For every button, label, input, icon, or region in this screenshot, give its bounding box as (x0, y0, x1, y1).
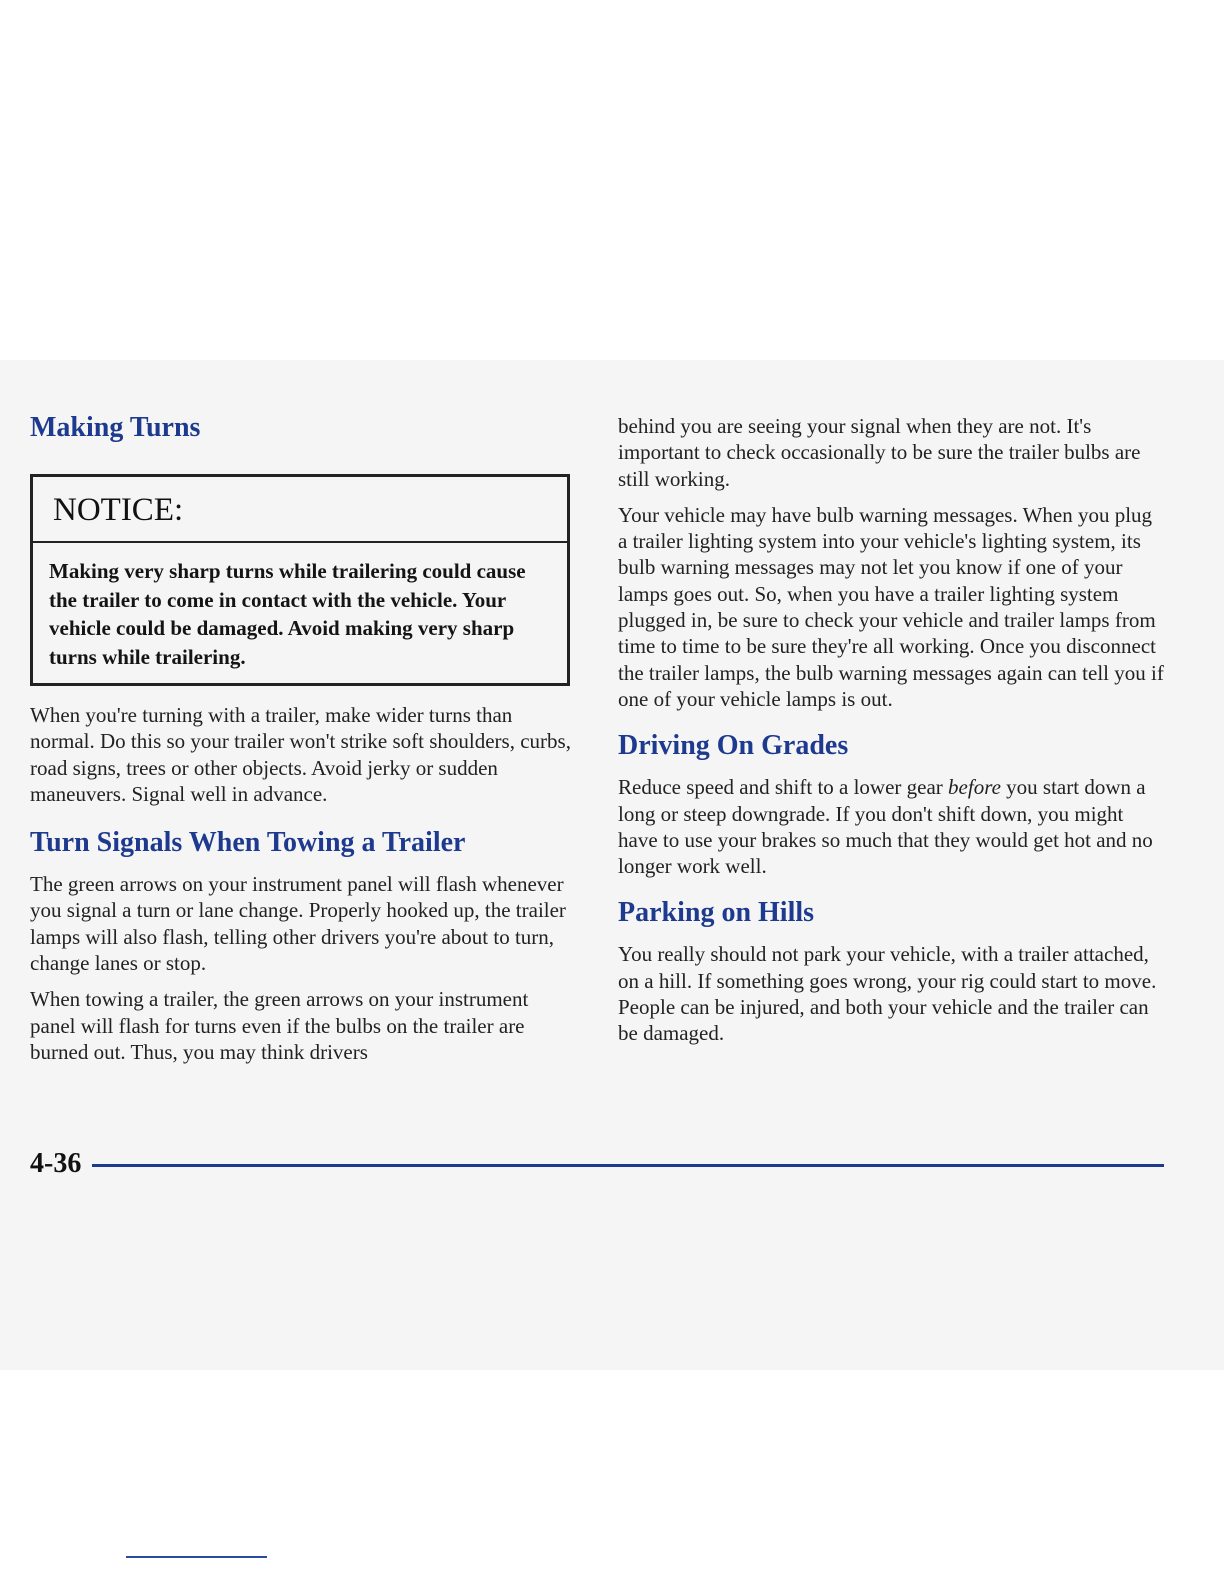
paragraph-parking: You really should not park your vehicle, with a trailer attached, on a hill. If something goes wrong, your rig could start to move. People can be injured, and both your vehicle and the trailer can be damaged. (618, 942, 1157, 1046)
grades-text-emphasis: before (948, 775, 1001, 800)
grades-text-start: Reduce speed and shift to a lower gear (618, 775, 949, 800)
heading-parking-on-hills: Parking on Hills (618, 897, 815, 929)
paragraph-signals-1: The green arrows on your instrument panel will flash whenever you signal a turn or lane change. Properly hooked up, the trailer lamps will also flash, telling other drivers you're about to turn, change lanes or stop. (30, 872, 566, 976)
footer-rule (92, 1164, 1164, 1167)
right-column (618, 413, 1166, 1047)
paragraph-continued: behind you are seeing your signal when they are not. It's important to check occasionally to be sure the trailer bulbs are still working. (618, 414, 1141, 491)
page-number: 4-36 (30, 1148, 82, 1179)
bottom-stub-rule (126, 1556, 267, 1558)
heading-turn-signals: Turn Signals When Towing a Trailer (30, 827, 466, 859)
notice-body: Making very sharp turns while trailering could cause the trailer to come in contact with the vehicle. Your vehicle could be damaged. Avoid making very sharp turns while trailering. (49, 559, 526, 669)
heading-driving-on-grades: Driving On Grades (618, 730, 849, 762)
paragraph-bulb-warning: Your vehicle may have bulb warning messages. When you plug a trailer lighting system into your vehicle's lighting system, its bulb warning messages may not let you know if one of your lamps goes out. So, when you have a trailer lighting system plugged in, be sure to check your vehicle and trailer lamps from time to time to be sure they're all working. Once you disconnect the trailer lamps, the bulb warning messages again can tell you if one of your vehicle lamps is out. (618, 502, 1164, 711)
left-column (30, 410, 575, 1065)
paragraph-turns: When you're turning with a trailer, make wider turns than normal. Do this so your trailer won't strike soft shoulders, curbs, road signs, trees or other objects. Avoid jerky or sudden maneuvers. Signal well in advance. (30, 703, 571, 806)
paragraph-signals-2: When towing a trailer, the green arrows on your instrument panel will flash for turns even if the bulbs on the trailer are burned out. Thus, you may think drivers (30, 987, 529, 1064)
paragraph-grades (618, 774, 1166, 879)
heading-making-turns: Making Turns (30, 412, 201, 443)
notice-box (30, 474, 570, 686)
notice-title: NOTICE: (33, 477, 567, 543)
grades-text-end: you start down a long or steep downgrade. If you don't shift down, you might have to use your brakes so much that they would get hot and no longer work well. (618, 775, 1153, 879)
